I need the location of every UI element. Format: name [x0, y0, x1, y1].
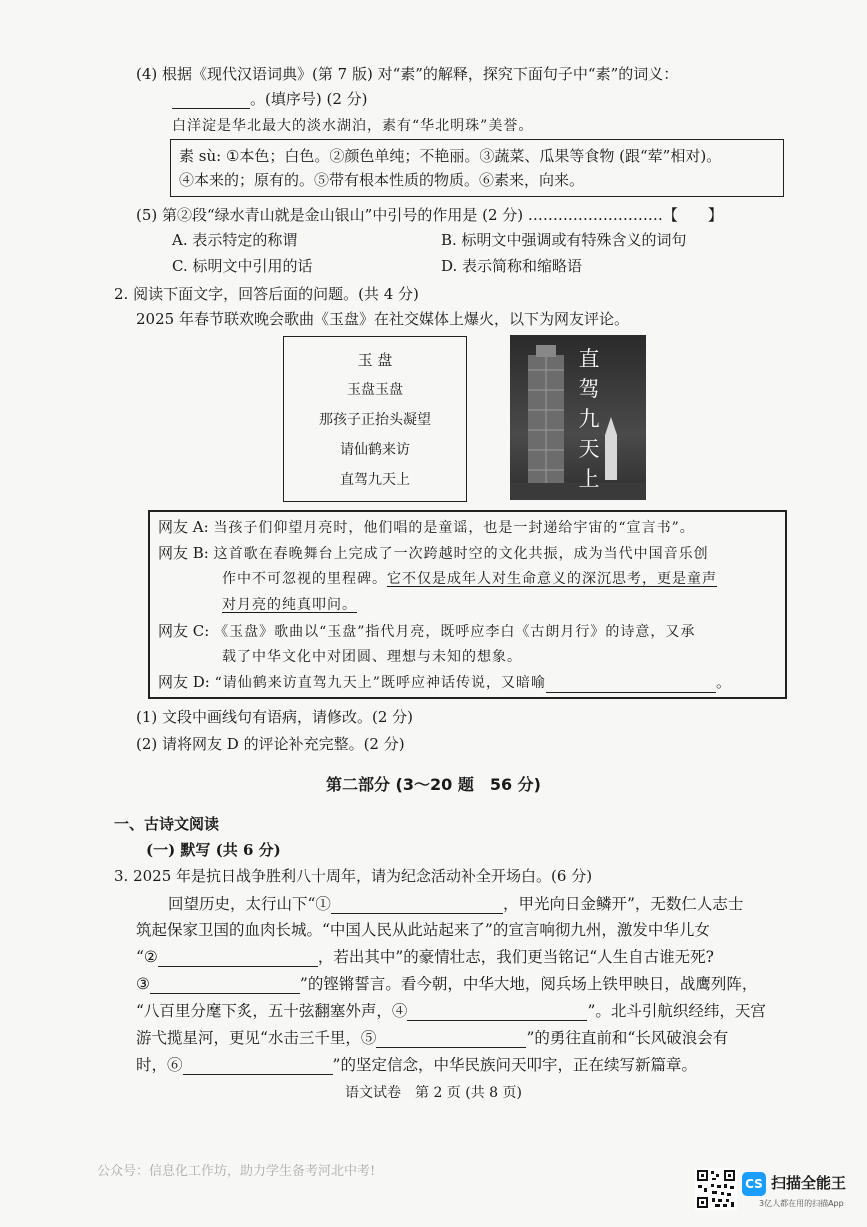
- poem-line: 玉盘玉盘: [347, 382, 403, 398]
- comment-d-blank[interactable]: [546, 676, 716, 693]
- commenter-label: 网友 C:: [158, 622, 210, 640]
- comment-text: 这首歌在春晚舞台上完成了一次跨越时空的文化共振，成为当代中国音乐创: [213, 546, 709, 562]
- poem-line: 那孩子正抬头凝望: [319, 412, 431, 428]
- app-name: 扫描全能王: [771, 1174, 847, 1192]
- image-caption-char: 九: [578, 407, 600, 431]
- q2-sub-question-1: (1) 文段中画线句有语病，请修改。(2 分): [136, 708, 414, 726]
- comment-c-line-2: 载了中华文化中对团圆、理想与未知的想象。: [222, 649, 522, 665]
- q4-answer-blank[interactable]: [172, 92, 250, 109]
- q3-line-3: [136, 947, 714, 967]
- poem-box: [283, 336, 467, 502]
- q3-blank-5[interactable]: [376, 1031, 526, 1048]
- q4-definition-box: [170, 139, 784, 197]
- text: ”。北斗引航织经纬，天宫: [587, 1002, 766, 1020]
- image-caption-char: 上: [578, 467, 600, 491]
- section-heading: 一、古诗文阅读: [114, 815, 220, 833]
- text: ，若出其中”的豪情壮志，我们更当铭记“人生自古谁无死?: [317, 948, 714, 966]
- text: 回望历史，太行山下“①: [168, 895, 331, 913]
- q5-option-d[interactable]: D. 表示简称和缩略语: [441, 257, 583, 275]
- comment-b: [158, 543, 709, 564]
- text: ，甲光向日金鳞开”，无数仁人志士: [502, 895, 744, 913]
- poem-line: 直驾九天上: [340, 472, 410, 488]
- text: 游弋揽星河，更见“水击三千里，⑤: [136, 1029, 377, 1047]
- subsection-heading: (一) 默写 (共 6 分): [146, 841, 281, 859]
- image-caption-char: 驾: [578, 377, 600, 401]
- q5-option-a[interactable]: A. 表示特定的称谓: [172, 231, 298, 249]
- comment-b-line-2: [222, 569, 717, 589]
- watermark-text: 公众号：信息化工作坊，助力学生备考河北中考!: [97, 1164, 376, 1179]
- comment-d: [158, 672, 731, 693]
- text: ”的铿锵誓言。看今朝，中华大地，阅兵场上铁甲映日，战鹰列阵，: [299, 975, 758, 993]
- rocket-launch-image: [510, 335, 646, 500]
- image-caption-char: 天: [578, 437, 600, 461]
- underlined-sentence: 它不仅是成年人对生命意义的深沉思考，更是童声: [387, 571, 717, 587]
- app-tagline: 3亿人都在用的扫描App: [759, 1199, 844, 1208]
- q3-blank-1[interactable]: [331, 897, 503, 914]
- q5-option-b[interactable]: B. 标明文中强调或有特殊含义的词句: [441, 231, 687, 249]
- q3-line-2: 筑起保家卫国的血肉长城。“中国人民从此站起来了”的宣言响彻九州，激发中华儿女: [136, 921, 710, 939]
- q4-instruction: 。(填序号) (2 分): [250, 90, 368, 108]
- qr-code-icon: [695, 1168, 737, 1210]
- underlined-sentence: 对月亮的纯真叩问。: [222, 597, 357, 613]
- comment-c: [158, 621, 695, 642]
- commenter-label: 网友 D:: [158, 673, 210, 691]
- q3-line-1: [168, 894, 743, 914]
- commenter-label: 网友 B:: [158, 544, 209, 562]
- text: “八百里分麾下炙，五十弦翻塞外声，④: [136, 1002, 408, 1020]
- q4-sentence: 白洋淀是华北最大的淡水湖泊，素有“华北明珠”美誉。: [172, 118, 534, 134]
- q3-blank-3[interactable]: [150, 977, 300, 994]
- text: 时，⑥: [136, 1056, 183, 1074]
- comment-text: 作中不可忽视的里程碑。: [222, 571, 387, 587]
- q5-option-c[interactable]: C. 标明文中引用的话: [172, 257, 313, 275]
- poem-line: 请仙鹤来访: [340, 442, 410, 458]
- q4-stem: (4) 根据《现代汉语词典》(第 7 版) 对“素”的解释，探究下面句子中“素”的词义：: [136, 65, 679, 83]
- image-caption-char: 直: [578, 347, 600, 371]
- q3-line-4: [136, 974, 757, 994]
- q5-stem: (5) 第②段“绿水青山就是金山银山”中引号的作用是 (2 分) ………………………【 】: [136, 206, 723, 224]
- comment-text: 当孩子们仰望月亮时，他们唱的是童谣，也是一封递给宇宙的“宣言书”。: [213, 520, 695, 536]
- q2-intro: 2025 年春节联欢晚会歌曲《玉盘》在社交媒体上爆火，以下为网友评论。: [136, 310, 629, 328]
- comment-a: [158, 517, 695, 538]
- comment-b-line-3: [222, 595, 357, 615]
- text: ”的勇往直前和“长风破浪会有: [526, 1029, 729, 1047]
- part-two-heading: 第二部分 (3～20 题 56 分): [325, 775, 541, 794]
- q3-line-7: [136, 1055, 697, 1075]
- text: ”的坚定信念，中华民族问天叩宇，正在续写新篇章。: [332, 1056, 697, 1074]
- definition-line-2: ④本来的；原有的。⑤带有根本性质的物质。⑥素来，向来。: [179, 171, 585, 189]
- comment-text: “请仙鹤来访直驾九天上”既呼应神话传说，又暗喻: [214, 675, 546, 691]
- q3-stem: 3. 2025 年是抗日战争胜利八十周年，请为纪念活动补全开场白。(6 分): [114, 867, 593, 885]
- poem-title: 玉 盘: [357, 351, 393, 369]
- q4-answer-line: [172, 89, 368, 109]
- text: ③: [136, 975, 150, 993]
- page-number: 语文试卷 第 2 页 (共 8 页): [345, 1085, 522, 1101]
- comments-box: [148, 510, 787, 699]
- commenter-label: 网友 A:: [158, 518, 209, 536]
- period: 。: [715, 673, 731, 691]
- q3-line-5: [136, 1001, 766, 1021]
- q2-sub-question-2: (2) 请将网友 D 的评论补充完整。(2 分): [136, 735, 405, 753]
- camscanner-logo-icon: CS: [742, 1172, 766, 1196]
- q3-blank-6[interactable]: [183, 1058, 333, 1075]
- q3-line-6: [136, 1028, 728, 1048]
- q3-blank-4[interactable]: [407, 1004, 587, 1021]
- q2-stem: 2. 阅读下面文字，回答后面的问题。(共 4 分): [114, 285, 419, 303]
- comment-text: 《玉盘》歌曲以“玉盘”指代月亮，既呼应李白《古朗月行》的诗意，又承: [214, 624, 696, 640]
- text: “②: [136, 948, 158, 966]
- q3-blank-2[interactable]: [158, 950, 318, 967]
- definition-line-1: 素 sù: ①本色；白色。②颜色单纯；不艳丽。③蔬菜、瓜果等食物 (跟“荤”相对)。: [179, 147, 722, 165]
